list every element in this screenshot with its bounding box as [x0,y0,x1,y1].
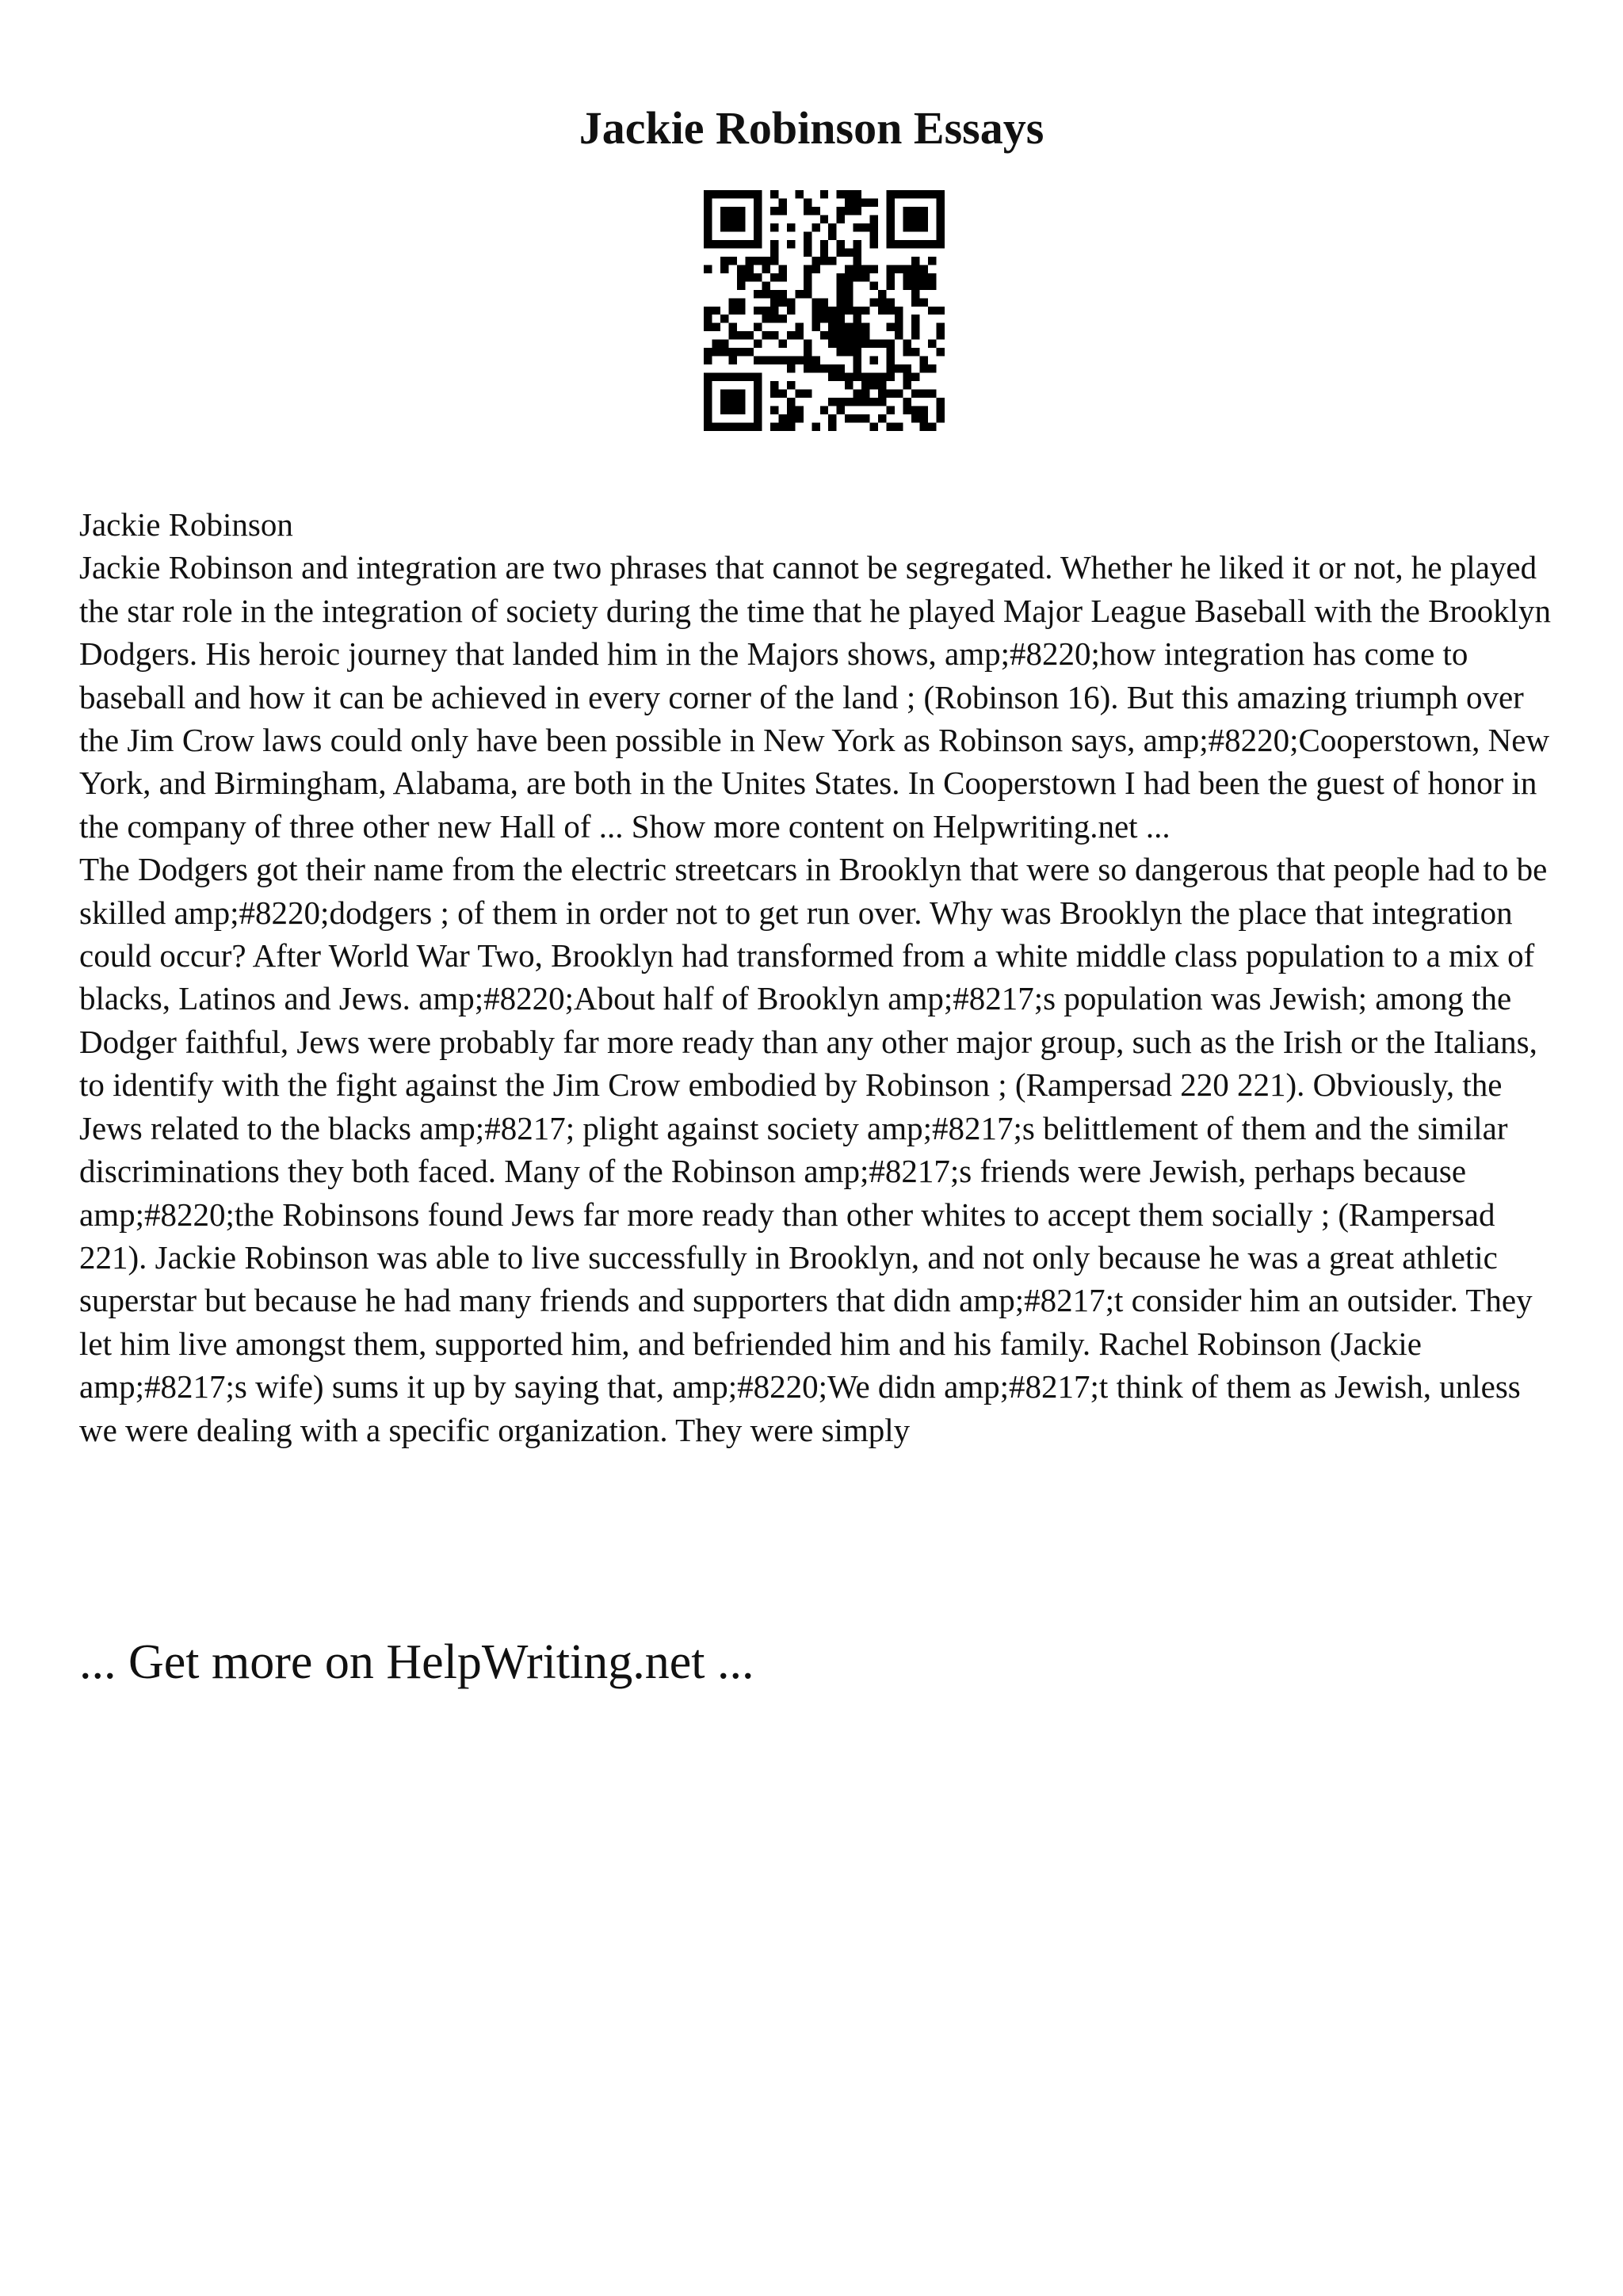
page-title: Jackie Robinson Essays [579,102,1044,154]
qr-code-icon[interactable] [704,190,945,431]
get-more-link[interactable]: ... Get more on HelpWriting.net ... [79,1635,754,1689]
essay-body [79,503,1553,1451]
qr-code-graphic [704,190,945,431]
essay-paragraph-1: Jackie Robinson and integration are two phrases that cannot be segregated. Whether he liked it or not, he played the star role in the integration of society during the time that he played Major League Baseball with the Brooklyn Dodgers. His heroic journey that landed him in the Majors shows, amp;#8220;how integration has come to baseball and how it can be achieved in every corner of the land ; (Robinson 16). But this amazing triumph over the Jim Crow laws could only have been possible in New York as Robinson says, amp;#8220;Cooperstown, New York, and Birmingham, Alabama, are both in the Unites States. In Cooperstown I had been the guest of honor in the company of three other new Hall of ... Show more content on Helpwriting.net ... [79,549,1552,845]
essay-heading: Jackie Robinson [79,506,293,543]
essay-paragraph-2: The Dodgers got their name from the electric streetcars in Brooklyn that were so dangerous that people had to be skilled amp;#8220;dodgers ; of them in order not to get run over. Why was Brooklyn the place that integration could occur? After World War Two, Brooklyn had transformed from a white middle class population to a mix of blacks, Latinos and Jews. amp;#8220;About half of Brooklyn amp;#8217;s population was Jewish; among the Dodger faithful, Jews were probably far more ready than any other major group, such as the Irish or the Italians, to identify with the fight against the Jim Crow embodied by Robinson ; (Rampersad 220 221). Obviously, the Jews related to the blacks amp;#8217; plight against society amp;#8217;s belittlement of them and the similar discriminations they both faced. Many of the Robinson amp;#8217;s friends were Jewish, perhaps because amp;#8220;the Robinsons found Jews far more ready than other whites to accept them socially ; (Rampersad 221). Jackie Robinson was able to live successfully in Brooklyn, and not only because he was a great athletic superstar but because he had many friends and supporters that didn amp;#8217;t consider him an outsider. They let him live amongst them, supported him, and befriended him and his family. Rachel Robinson (Jackie amp;#8217;s wife) sums it up by saying that, amp;#8220;We didn amp;#8217;t think of them as Jewish, unless we were dealing with a specific organization. They were simply [79,851,1548,1448]
